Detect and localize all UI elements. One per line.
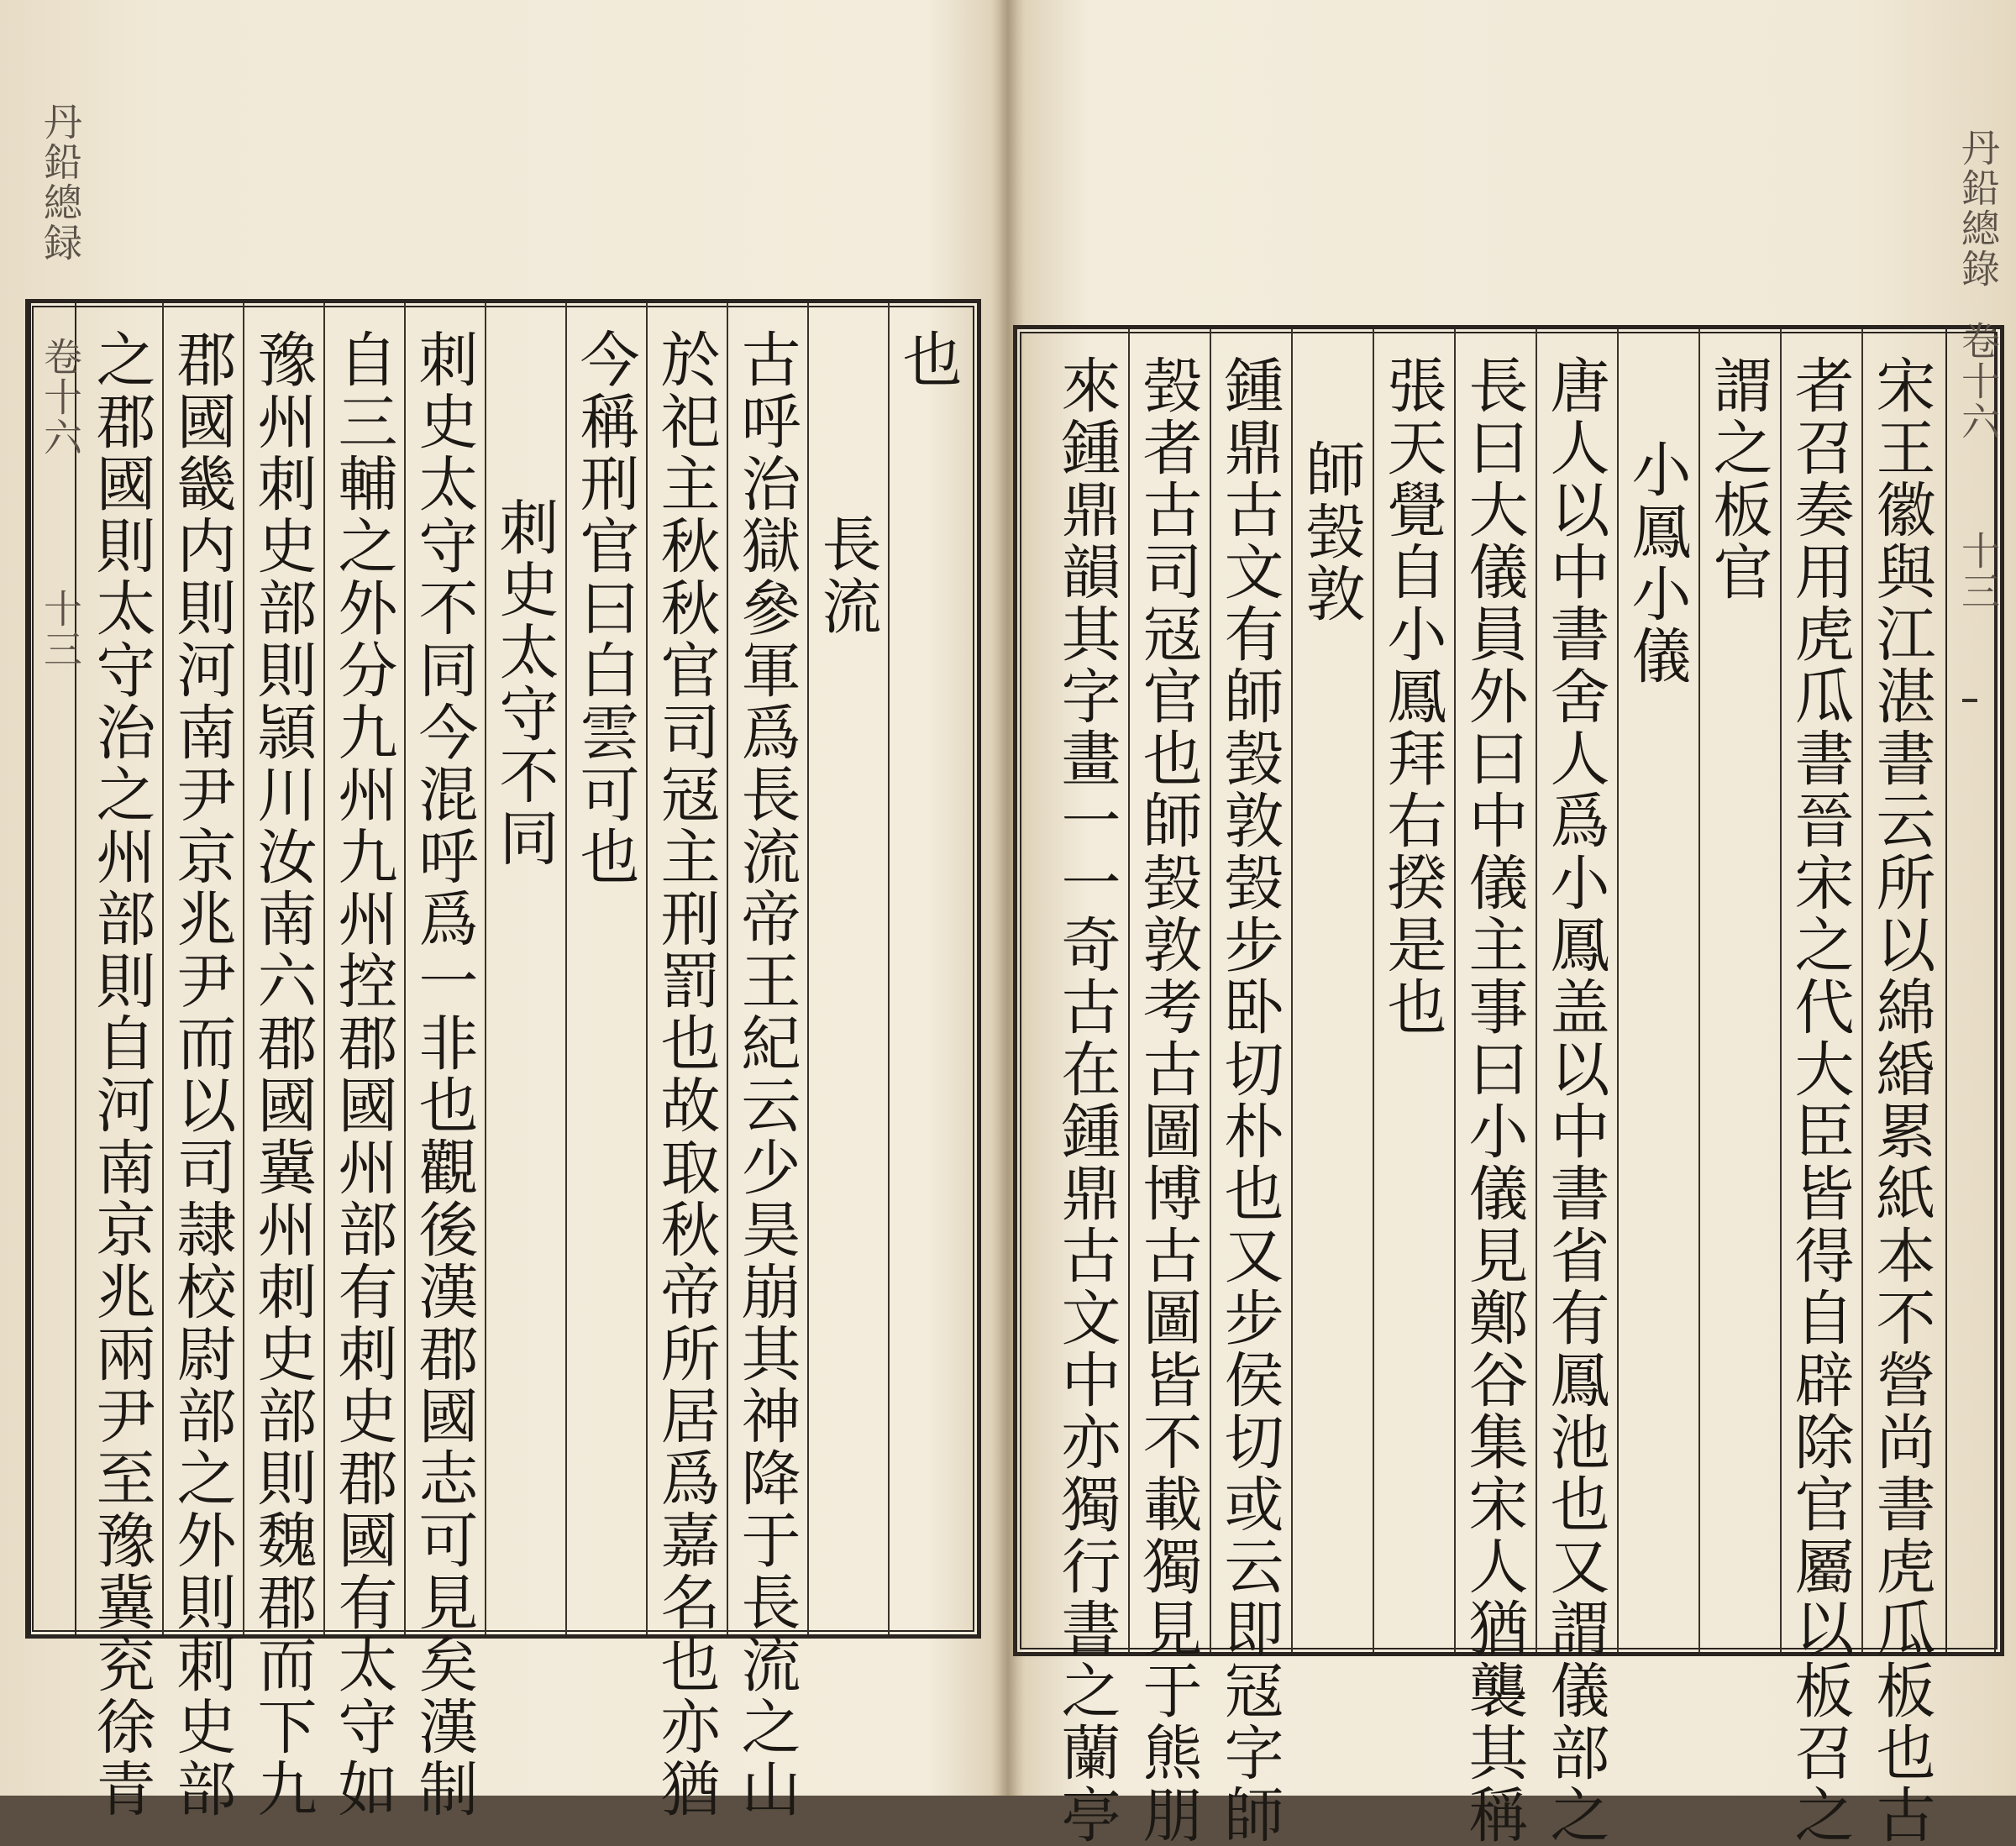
left-column-5: 今稱刑官曰白雲可也	[570, 328, 640, 888]
left-column-divider	[162, 303, 164, 1634]
right-column-divider	[1617, 329, 1619, 1652]
right-column-6: 長曰大儀員外曰中儀主事曰小儀見鄭谷集宋人猶襲其稱	[1459, 354, 1529, 1846]
left-column-divider	[888, 303, 890, 1634]
right-column-divider	[1373, 329, 1374, 1652]
left-page-fold-margin	[29, 102, 83, 1634]
right-column-5: 唐人以中書舍人爲小鳳盖以中書省有鳳池也又謂儀部之	[1541, 354, 1610, 1846]
left-page-frame	[25, 102, 981, 1820]
left-column-9: 豫州刺史部則頴川汝南六郡國冀州刺史部則魏郡而下九	[248, 328, 318, 1820]
left-column-divider	[243, 303, 244, 1634]
right-column-3: 謂之板官	[1704, 354, 1773, 603]
left-column-divider	[323, 303, 325, 1634]
right-column-divider	[1128, 329, 1130, 1652]
right-margin-volume: 卷十六	[1956, 321, 2001, 442]
left-column-11: 之郡國則太守治之州部則自河南京兆兩尹至豫冀兖徐青	[87, 328, 156, 1820]
left-margin-volume: 卷十六	[38, 337, 83, 458]
left-column-10: 郡國畿内則河南尹京兆尹而以司隷校尉部之外則刺史部	[167, 328, 237, 1820]
right-column-divider	[1536, 329, 1537, 1652]
right-page-fold-margin	[1945, 128, 2001, 1652]
left-column-6-heading: 刺史太守不同	[490, 496, 559, 869]
right-column-1: 宋王徽與江湛書云所以綿緍累紙本不營尚書虎瓜板也古	[1866, 354, 1936, 1846]
left-page	[0, 0, 1004, 1820]
left-column-divider	[727, 303, 728, 1634]
left-column-4: 於祀主秋秋官司冦主刑罰也故取秋帝所居爲嘉名也亦猶	[651, 328, 721, 1820]
right-column-divider	[1454, 329, 1456, 1652]
right-column-2: 者召奏用虎瓜書晉宋之代大臣皆得自辟除官屬以板召之	[1785, 354, 1855, 1846]
left-column-divider	[646, 303, 648, 1634]
right-column-divider	[1780, 329, 1782, 1652]
left-column-divider	[404, 303, 406, 1634]
right-page-frame	[1013, 128, 2004, 1846]
left-margin-leaf: 十三	[38, 589, 83, 669]
right-column-4-heading: 小鳳小儀	[1622, 438, 1692, 687]
right-column-divider	[1291, 329, 1293, 1652]
right-margin-leaf: 十三	[1956, 531, 2001, 611]
right-column-divider	[1861, 329, 1863, 1652]
left-column-2-heading: 長流	[812, 513, 882, 637]
left-column-divider	[807, 303, 809, 1634]
right-page	[1008, 0, 2016, 1846]
left-margin-title: 丹鉛總録	[38, 102, 83, 263]
right-column-11: 來鍾鼎韻其字畫一一奇古在鍾鼎古文中亦獨行書之蘭亭	[1052, 354, 1121, 1846]
left-column-7: 刺史太守不同今混呼爲一非也觀後漢郡國志可見矣漢制	[409, 328, 479, 1820]
left-column-1: 也	[893, 328, 963, 391]
left-column-8: 自三輔之外分九州九州控郡國州部有刺史郡國有太守如	[328, 328, 398, 1820]
right-column-divider	[1210, 329, 1211, 1652]
right-fold-mark	[1962, 699, 1977, 702]
left-column-divider	[565, 303, 567, 1634]
left-column-3: 古呼治獄參軍爲長流帝王紀云少昊崩其神降于長流之山	[732, 328, 801, 1820]
right-margin-title: 丹鉛總錄	[1956, 128, 2001, 289]
right-column-8-heading: 師㲄敦	[1296, 438, 1366, 625]
left-column-divider	[485, 303, 486, 1634]
right-column-9: 鍾鼎古文有師㲄敦㲄步卧切朴也又步侯切或云即冦字師	[1215, 354, 1284, 1846]
right-column-7: 張天覺自小鳳拜右揆是也	[1378, 354, 1447, 1038]
right-column-10: 㲄者古司冦官也師㲄敦考古圖博古圖皆不載獨見于熊朋	[1133, 354, 1203, 1846]
right-column-divider	[1698, 329, 1700, 1652]
